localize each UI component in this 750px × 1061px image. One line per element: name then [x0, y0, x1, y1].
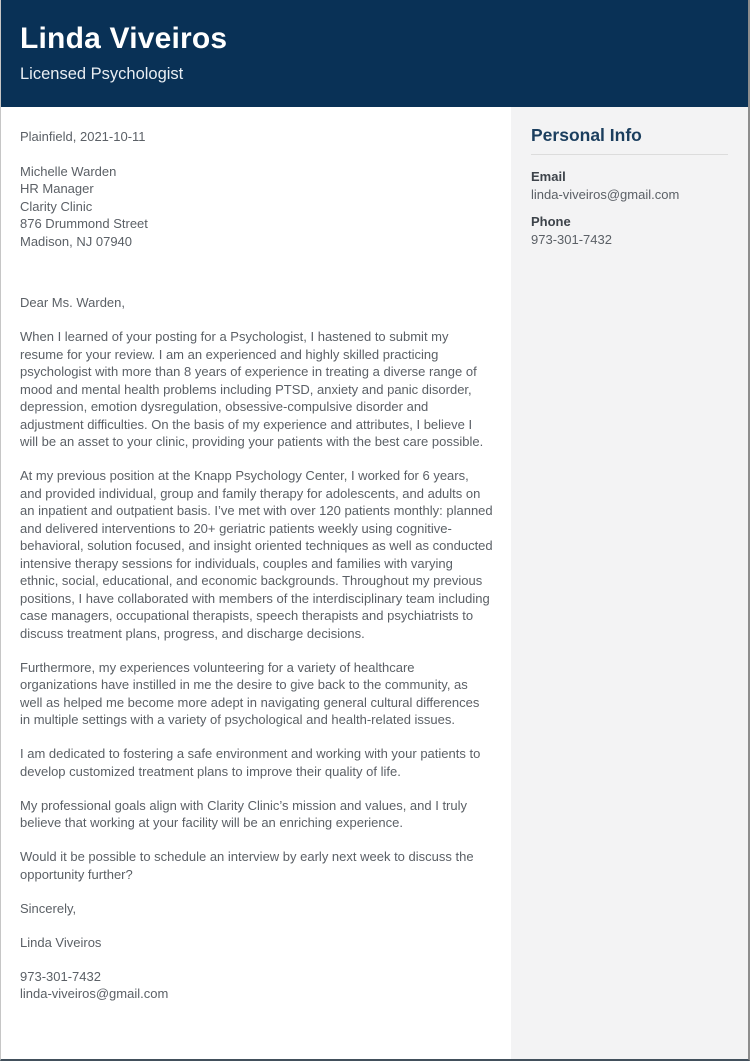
phone-value: 973-301-7432: [531, 231, 612, 247]
recipient-name: Michelle Warden: [20, 163, 117, 179]
email-value: linda-viveiros@gmail.com: [531, 186, 680, 202]
content-area: [1, 107, 748, 1059]
recipient-street: 876 Drummond Street: [20, 216, 148, 231]
sidebar-field-email: [531, 168, 728, 203]
paragraph-intro: When I learned of your posting for a Psychologist, I hastened to submit my resume for your review. I am an experienced and highly skilled practicing psychologist with more than 8 years of experience in treating a diverse range of mood and mental health problems including PTSD, anxiety and panic disorder, depression, emotion dysregulation, obsessive-compulsive disorder and adjustment difficulties. On the basis of my experience and attributes, I believe I will be an asset to your clinic, providing your patients with the best care possible.: [20, 329, 484, 449]
sidebar-heading: Personal Info: [531, 124, 728, 155]
closing: Sincerely,: [20, 900, 77, 916]
recipient-city: Madison, NJ 07940: [20, 233, 133, 249]
signature-name: Linda Viveiros: [20, 934, 102, 950]
recipient-block: [20, 163, 493, 251]
person-job-title: Licensed Psychologist: [20, 65, 184, 83]
person-name: Linda Viveiros: [20, 22, 228, 55]
header-banner: [1, 0, 748, 107]
phone-label: Phone: [531, 214, 571, 229]
paragraph-experience: At my previous position at the Knapp Psychology Center, I worked for 6 years, and provided individual, group and family therapy for adolescents, and adults on an inpatient and outpatient basis. I’ve met with over 120 patients monthly: planned and delivered interventions to 20+ geriatric patients weekly using cognitive-behavioral, solution focused, and insight oriented techniques as well as conducted intensive therapy sessions for individuals, couples and families with varying ethnic, social, educational, and economic backgrounds. Throughout my previous positions, I have collaborated with members of the interdisciplinary team including case managers, occupational therapists, speech therapists and psychiatrists to discuss treatment plans, progress, and discharge decisions.: [20, 468, 493, 641]
date-line: Plainfield, 2021-10-11: [20, 129, 146, 144]
salutation: Dear Ms. Warden,: [20, 295, 125, 310]
email-label: Email: [531, 169, 566, 184]
letter-body: [1, 107, 511, 1059]
sidebar-personal-info: [511, 107, 748, 1059]
signature-phone: 973-301-7432: [20, 968, 101, 984]
signature-email: linda-viveiros@gmail.com: [20, 986, 169, 1001]
paragraph-dedication: I am dedicated to fostering a safe environment and working with your patients to develop customized treatment plans to improve their quality of life.: [20, 746, 481, 779]
sidebar-field-phone: [531, 213, 728, 248]
signature-contact-block: [20, 968, 493, 1003]
paragraph-interview-request: Would it be possible to schedule an interview by early next week to discuss the opportunity further?: [20, 849, 474, 882]
paragraph-volunteering: Furthermore, my experiences volunteering for a variety of healthcare organizations have instilled in me the desire to give back to the community, as well as helped me become more adept in navigating general cultural differences in multiple settings with a variety of psychological and health-related issues.: [20, 659, 480, 727]
recipient-company: Clarity Clinic: [20, 198, 93, 214]
recipient-role: HR Manager: [20, 181, 94, 196]
paragraph-goals: My professional goals align with Clarity Clinic’s mission and values, and I truly believe that working at your facility will be an enriching experience.: [20, 797, 468, 830]
